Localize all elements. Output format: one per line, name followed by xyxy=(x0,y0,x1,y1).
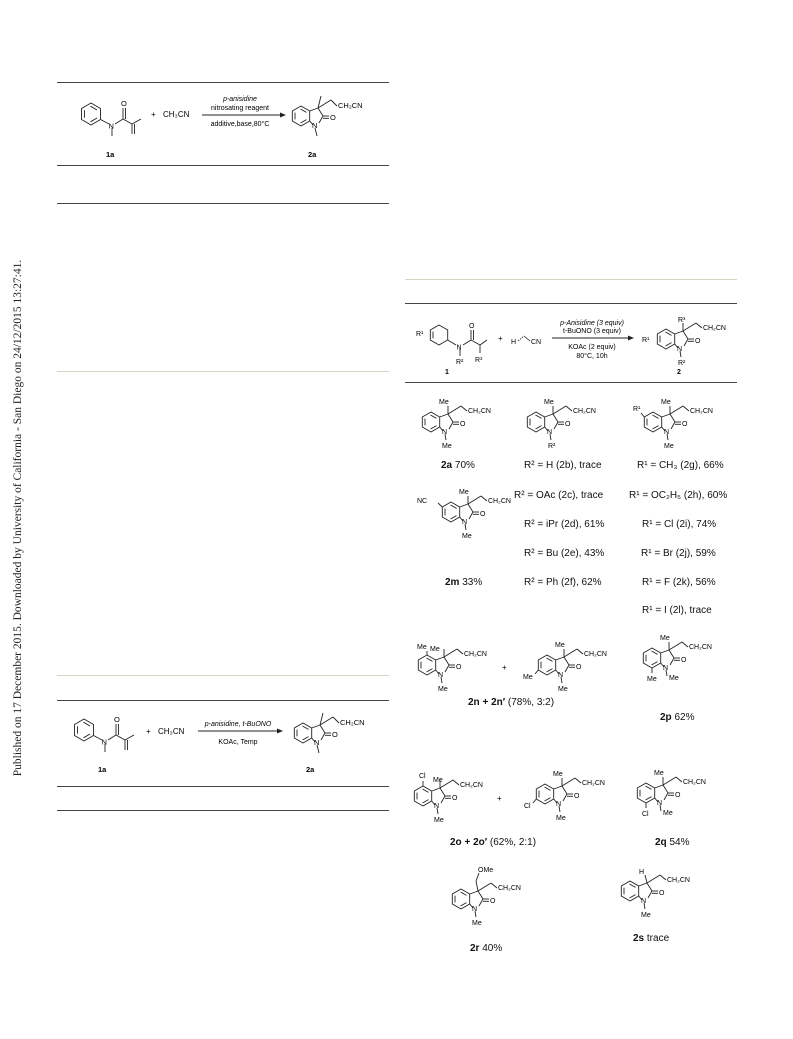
svg-text:CH₂CN: CH₂CN xyxy=(667,877,690,884)
caption-2g: R¹ = CH₃ (2g), 66% xyxy=(637,460,724,471)
plus-2n: + xyxy=(502,663,507,672)
scope-cond-2: t-BuONO (3 equiv) xyxy=(563,328,621,335)
svg-text:Me: Me xyxy=(664,443,674,450)
svg-text:CH₂CN: CH₂CN xyxy=(468,408,491,415)
svg-text:O: O xyxy=(565,421,571,428)
svg-text:O: O xyxy=(114,715,120,724)
scheme1-substrate xyxy=(82,99,142,136)
scope-substrate xyxy=(416,323,487,366)
svg-text:CH₂CN: CH₂CN xyxy=(488,498,511,505)
structure-2n-prime xyxy=(523,642,607,693)
svg-text:O: O xyxy=(330,113,336,122)
scheme1-substrate-label: 1a xyxy=(106,150,115,159)
svg-text:Cl: Cl xyxy=(419,773,426,780)
svg-text:R¹: R¹ xyxy=(642,337,650,344)
svg-text:Me: Me xyxy=(669,675,679,682)
svg-text:R¹: R¹ xyxy=(633,406,641,413)
scope-plus: + xyxy=(498,334,503,343)
svg-text:Me: Me xyxy=(417,644,427,651)
svg-text:CH₂CN: CH₂CN xyxy=(584,651,607,658)
svg-text:Me: Me xyxy=(544,399,554,406)
caption-2f: R² = Ph (2f), 62% xyxy=(524,577,602,588)
svg-text:H: H xyxy=(511,339,517,346)
scheme1-n-atom: N xyxy=(108,121,114,131)
svg-text:Me: Me xyxy=(660,635,670,642)
caption-2l: R¹ = I (2l), trace xyxy=(642,605,712,616)
publication-watermark: Published on 17 December 2015. Downloaded by University of California - San Diego on 24/12/2015 13:27:41. xyxy=(12,259,24,777)
svg-text:Me: Me xyxy=(661,399,671,406)
svg-text:CH₂CN: CH₂CN xyxy=(460,782,483,789)
svg-text:Me: Me xyxy=(442,443,452,450)
svg-text:Me: Me xyxy=(523,674,533,681)
svg-text:N: N xyxy=(438,672,444,679)
caption-2e: R² = Bu (2e), 43% xyxy=(524,548,605,559)
structure-2o xyxy=(414,773,483,824)
svg-text:O: O xyxy=(490,898,496,905)
scheme1-reagent-mid: nitrosating reagent xyxy=(211,105,269,112)
svg-text:N: N xyxy=(558,672,564,679)
caption-2s: 2s trace xyxy=(633,933,670,944)
caption-2d: R² = iPr (2d), 61% xyxy=(524,519,605,530)
caption-2a: 2a 70% xyxy=(441,460,475,471)
svg-text:Me: Me xyxy=(553,771,563,778)
svg-text:N: N xyxy=(657,800,663,807)
structure-2s xyxy=(621,869,690,919)
scope-cond-1: p-Anisidine (3 equiv) xyxy=(560,320,624,327)
structure-2p xyxy=(643,635,712,683)
scope-arrowhead xyxy=(628,336,634,341)
svg-text:CH₂CN: CH₂CN xyxy=(573,408,596,415)
svg-text:N: N xyxy=(677,346,683,353)
structure-2n xyxy=(417,644,487,693)
svg-text:Me: Me xyxy=(462,533,472,540)
svg-text:Me: Me xyxy=(472,920,482,927)
svg-text:N: N xyxy=(312,121,318,130)
structure-2o-prime xyxy=(524,771,605,822)
svg-text:R¹: R¹ xyxy=(416,331,424,338)
svg-text:CH₂CN: CH₂CN xyxy=(689,644,712,651)
svg-text:Me: Me xyxy=(430,646,440,653)
svg-text:Me: Me xyxy=(433,777,443,784)
svg-text:O: O xyxy=(452,795,458,802)
structure-2r xyxy=(452,867,521,927)
scheme2-reagent-top: p-anisidine, t-BuONO xyxy=(204,721,272,728)
scheme2-product-substituent: CH₂CN xyxy=(340,718,365,727)
scheme1-reagent-bottom: additive,base,80°C xyxy=(210,121,270,128)
svg-text:N: N xyxy=(434,803,440,810)
svg-text:Cl: Cl xyxy=(642,811,649,818)
svg-text:CH₂CN: CH₂CN xyxy=(498,885,521,892)
svg-text:Me: Me xyxy=(434,817,444,824)
svg-text:Me: Me xyxy=(438,686,448,693)
caption-2n: 2n + 2n′ (78%, 3:2) xyxy=(468,697,555,708)
svg-text:N: N xyxy=(101,737,107,747)
caption-2h: R¹ = OC₂H₅ (2h), 60% xyxy=(629,490,728,501)
svg-text:Me: Me xyxy=(641,912,651,919)
caption-2m: 2m 33% xyxy=(445,577,483,588)
scope-product-label: 2 xyxy=(677,369,681,376)
caption-2i: R¹ = Cl (2i), 74% xyxy=(642,519,717,530)
caption-2k: R¹ = F (2k), 56% xyxy=(642,577,716,588)
scope-substrate-label: 1 xyxy=(445,369,449,376)
svg-text:OMe: OMe xyxy=(478,867,494,874)
scheme1-product xyxy=(292,96,362,136)
svg-text:Me: Me xyxy=(556,815,566,822)
scope-acetonitrile xyxy=(511,336,541,346)
scope-cond-4: 80°C, 10h xyxy=(576,353,608,360)
svg-text:N: N xyxy=(472,906,478,913)
svg-text:N: N xyxy=(664,429,670,436)
plus-2o: + xyxy=(497,794,502,803)
svg-text:CH₂CN: CH₂CN xyxy=(464,651,487,658)
svg-text:O: O xyxy=(675,792,681,799)
caption-2r: 2r 40% xyxy=(470,943,503,954)
svg-text:N: N xyxy=(442,429,448,436)
scheme2-arrowhead xyxy=(277,729,283,734)
scheme1-cosubstrate: CH₃CN xyxy=(163,110,190,119)
structure-2m xyxy=(417,489,511,540)
scheme2-plus: + xyxy=(146,727,151,736)
svg-text:O: O xyxy=(576,664,582,671)
scheme1-arrowhead xyxy=(280,113,286,118)
caption-2o: 2o + 2o′ (62%, 2:1) xyxy=(450,837,537,848)
structure-2g-2l xyxy=(633,399,713,450)
caption-2q: 2q 54% xyxy=(655,837,690,848)
scheme2-product xyxy=(294,713,364,753)
svg-text:Me: Me xyxy=(439,399,449,406)
scheme2-reagent-bottom: KOAc, Temp xyxy=(218,739,258,746)
scheme1-product-substituent: CH₂CN xyxy=(338,101,363,110)
svg-text:N: N xyxy=(462,519,468,526)
svg-text:R²: R² xyxy=(678,360,686,367)
svg-text:R³: R³ xyxy=(678,317,686,324)
svg-text:CN: CN xyxy=(531,339,542,346)
caption-2p: 2p 62% xyxy=(660,712,695,723)
svg-text:N: N xyxy=(314,738,320,747)
svg-text:O: O xyxy=(682,421,688,428)
svg-text:O: O xyxy=(469,323,475,330)
svg-text:Cl: Cl xyxy=(524,803,531,810)
svg-text:H: H xyxy=(639,869,645,876)
svg-text:O: O xyxy=(332,730,338,739)
caption-2b: R² = H (2b), trace xyxy=(524,460,602,471)
svg-text:O: O xyxy=(695,338,701,345)
svg-text:R³: R³ xyxy=(475,357,483,364)
scheme1-o-atom: O xyxy=(121,99,127,108)
scope-cond-3: KOAc (2 equiv) xyxy=(568,344,616,351)
svg-text:Me: Me xyxy=(558,686,568,693)
svg-text:Me: Me xyxy=(459,489,469,496)
structure-2q xyxy=(637,770,706,818)
scheme1-reagent-top: p-anisidine xyxy=(223,96,257,103)
svg-text:O: O xyxy=(456,664,462,671)
structure-2b-2f xyxy=(527,399,596,450)
scheme2-product-label: 2a xyxy=(306,765,315,774)
scheme2-cosubstrate: CH₃CN xyxy=(158,727,185,736)
scheme2-substrate-label: 1a xyxy=(98,765,107,774)
svg-text:CH₂CN: CH₂CN xyxy=(690,408,713,415)
svg-text:O: O xyxy=(574,793,580,800)
svg-text:Me: Me xyxy=(647,676,657,683)
svg-text:Me: Me xyxy=(663,810,673,817)
svg-text:R²: R² xyxy=(456,359,464,366)
svg-text:Me: Me xyxy=(555,642,565,649)
scheme2-substrate xyxy=(75,715,135,752)
svg-text:CH₂CN: CH₂CN xyxy=(683,779,706,786)
svg-text:CH₂CN: CH₂CN xyxy=(582,780,605,787)
svg-text:N: N xyxy=(556,801,562,808)
svg-text:CH₂CN: CH₂CN xyxy=(703,325,726,332)
svg-text:O: O xyxy=(681,657,687,664)
svg-text:N: N xyxy=(663,665,669,672)
svg-text:N: N xyxy=(456,344,462,352)
scheme1-product-label: 2a xyxy=(308,150,317,159)
svg-text:R²: R² xyxy=(548,443,556,450)
svg-text:Me: Me xyxy=(654,770,664,777)
svg-text:N: N xyxy=(641,898,647,905)
svg-text:N: N xyxy=(547,429,553,436)
scope-product xyxy=(642,317,726,367)
svg-text:O: O xyxy=(460,421,466,428)
svg-text:NC: NC xyxy=(417,498,428,505)
structure-2a xyxy=(422,399,491,450)
caption-2c: R² = OAc (2c), trace xyxy=(514,490,604,501)
caption-2j: R¹ = Br (2j), 59% xyxy=(641,548,716,559)
scheme1-plus: + xyxy=(151,110,156,119)
svg-text:O: O xyxy=(480,511,486,518)
svg-text:O: O xyxy=(659,890,665,897)
